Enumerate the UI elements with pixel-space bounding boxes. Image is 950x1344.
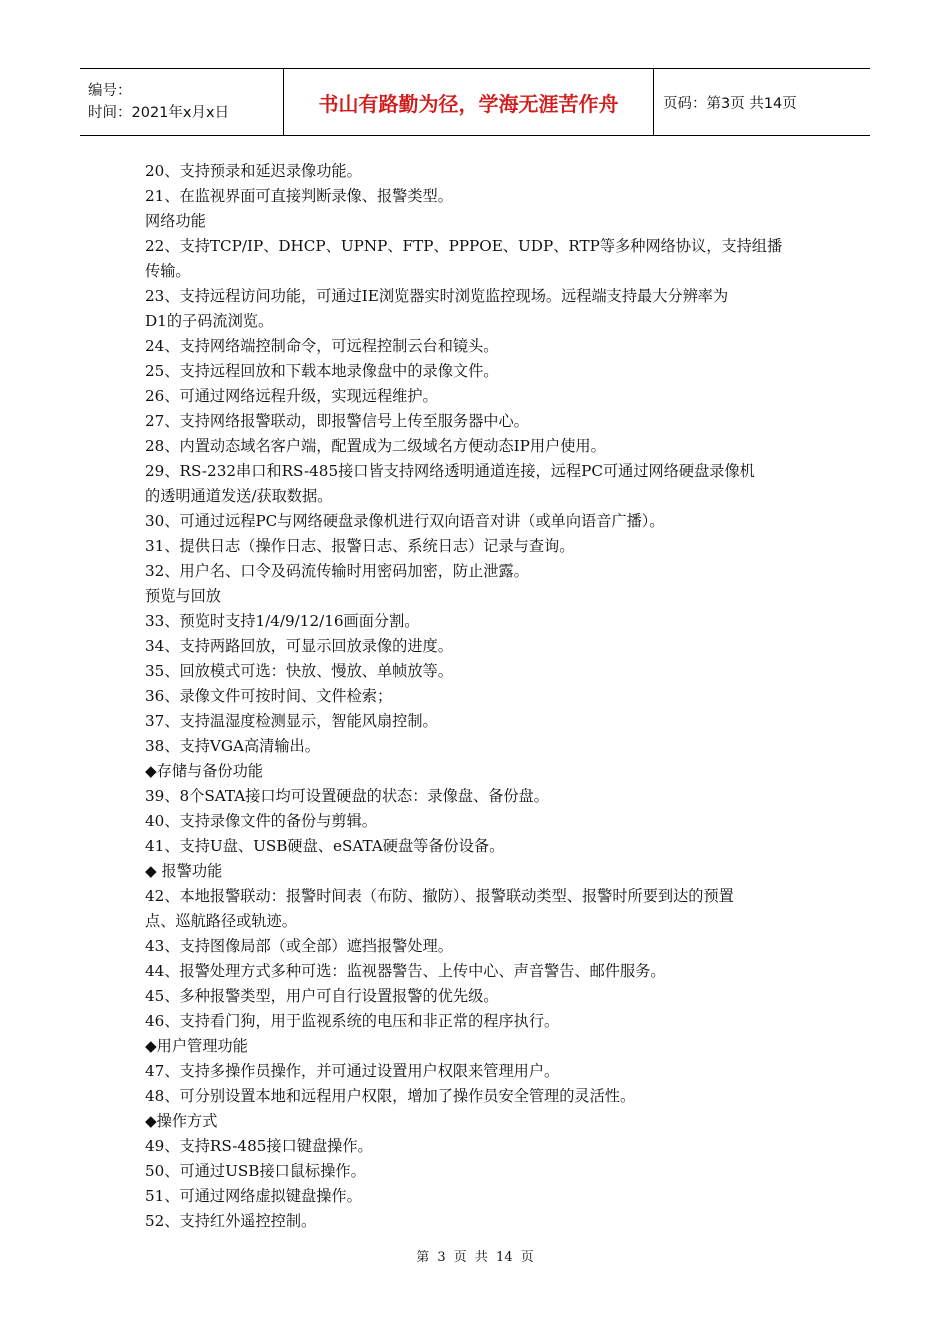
text-line: D1的子码流浏览。 (145, 312, 274, 330)
text-line: 29、RS-232串口和RS-485接口皆支持网络透明通道连接，远程PC可通过网络硬盘录像机 (145, 462, 755, 480)
text-line: 37、支持温湿度检测显示，智能风扇控制。 (145, 712, 438, 730)
text-line: 50、可通过USB接口鼠标操作。 (145, 1162, 366, 1180)
text-line: 点、巡航路径或轨迹。 (145, 912, 297, 930)
text-line: 网络功能 (145, 212, 206, 230)
text-line: 32、用户名、口令及码流传输时用密码加密，防止泄露。 (145, 562, 529, 580)
text-line: 39、8个SATA接口均可设置硬盘的状态：录像盘、备份盘。 (145, 787, 549, 805)
text-line: 35、回放模式可选：快放、慢放、单帧放等。 (145, 662, 453, 680)
text-line: 31、提供日志（操作日志、报警日志、系统日志）记录与查询。 (145, 537, 575, 555)
text-line: 27、支持网络报警联动，即报警信号上传至服务器中心。 (145, 412, 529, 430)
document-body (145, 159, 815, 1234)
text-line: 传输。 (145, 262, 191, 280)
header-meta (80, 69, 283, 135)
text-line: 21、在监视界面可直接判断录像、报警类型。 (145, 187, 453, 205)
text-line: 36、录像文件可按时间、文件检索； (145, 687, 393, 705)
text-line: 46、支持看门狗，用于监视系统的电压和非正常的程序执行。 (145, 1012, 560, 1030)
text-line: 25、支持远程回放和下载本地录像盘中的录像文件。 (145, 362, 499, 380)
text-line: 28、内置动态域名客户端，配置成为二级域名方便动态IP用户使用。 (145, 437, 606, 455)
text-line: 38、支持VGA高清输出。 (145, 737, 320, 755)
text-line: 47、支持多操作员操作，并可通过设置用户权限来管理用户。 (145, 1062, 560, 1080)
number-label: 编号： (88, 83, 132, 99)
time-label: 时间：2021年x月x日 (88, 105, 230, 121)
header-page-info: 页码：第3页 共14页 (663, 95, 797, 112)
text-line: 33、预览时支持1/4/9/12/16画面分割。 (145, 612, 420, 630)
text-line: 26、可通过网络远程升级，实现远程维护。 (145, 387, 438, 405)
text-line: 49、支持RS-485接口键盘操作。 (145, 1137, 373, 1155)
text-line: 52、支持红外遥控控制。 (145, 1212, 317, 1230)
text-line: 20、支持预录和延迟录像功能。 (145, 162, 362, 180)
page-footer: 第 3 页 共 14 页 (416, 1250, 534, 1265)
text-line: 43、支持图像局部（或全部）遮挡报警处理。 (145, 937, 453, 955)
text-line: ◆操作方式 (145, 1112, 218, 1130)
page-header (80, 68, 870, 136)
text-line: 30、可通过远程PC与网络硬盘录像机进行双向语音对讲（或单向语音广播）。 (145, 512, 665, 530)
text-line: 48、可分别设置本地和远程用户权限，增加了操作员安全管理的灵活性。 (145, 1087, 636, 1105)
text-line: 预览与回放 (145, 587, 221, 605)
text-line: ◆存储与备份功能 (145, 762, 263, 780)
text-line: 41、支持U盘、USB硬盘、eSATA硬盘等备份设备。 (145, 837, 505, 855)
text-line: 34、支持两路回放，可显示回放录像的进度。 (145, 637, 453, 655)
text-line: 40、支持录像文件的备份与剪辑。 (145, 812, 377, 830)
text-line: 42、本地报警联动：报警时间表（布防、撤防）、报警联动类型、报警时所要到达的预置 (145, 887, 734, 905)
text-line: 45、多种报警类型，用户可自行设置报警的优先级。 (145, 987, 499, 1005)
text-line: 22、支持TCP/IP、DHCP、UPNP、FTP、PPPOE、UDP、RTP等多种网络协议，支持组播 (145, 237, 783, 255)
text-line: 44、报警处理方式多种可选：监视器警告、上传中心、声音警告、邮件服务。 (145, 962, 666, 980)
text-line: 的透明通道发送/获取数据。 (145, 487, 333, 505)
text-line: 24、支持网络端控制命令，可远程控制云台和镜头。 (145, 337, 499, 355)
text-line: ◆ 报警功能 (145, 862, 223, 880)
text-line: ◆用户管理功能 (145, 1037, 248, 1055)
text-line: 51、可通过网络虚拟键盘操作。 (145, 1187, 362, 1205)
header-motto: 书山有路勤为径，学海无涯苦作舟 (283, 69, 654, 135)
text-line: 23、支持远程访问功能，可通过IE浏览器实时浏览监控现场。远程端支持最大分辨率为 (145, 287, 729, 305)
